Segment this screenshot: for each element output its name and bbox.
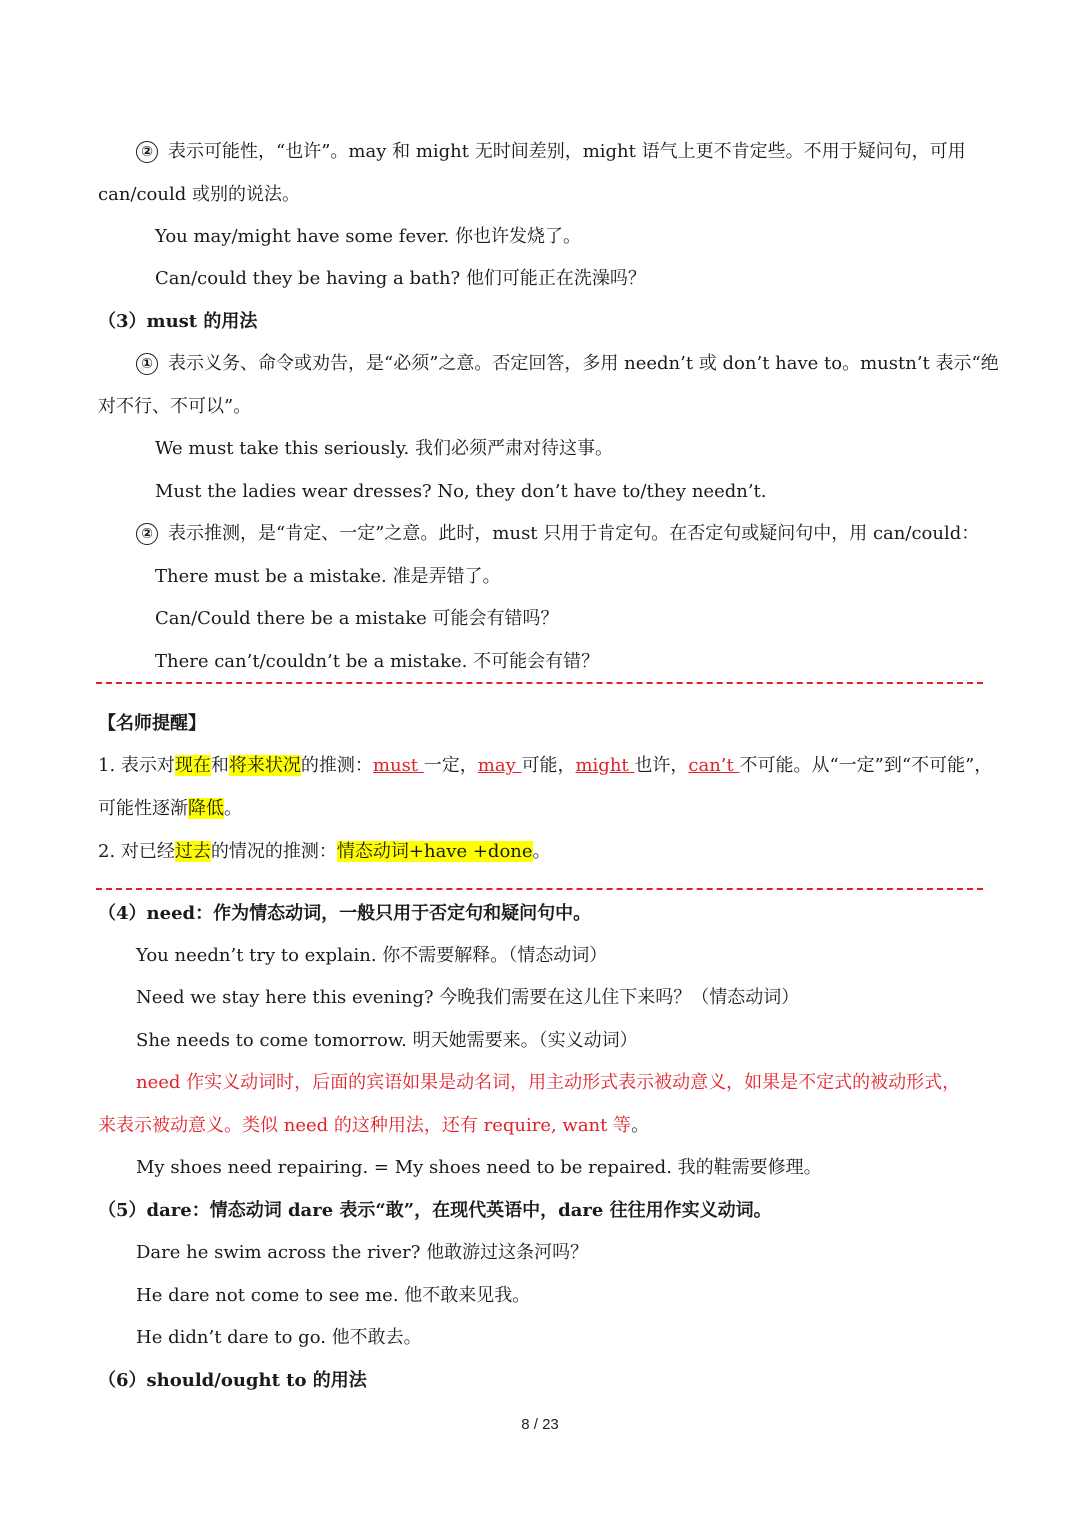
tip-item-1	[98, 754, 992, 778]
tip-item-1-cont-suffix: 。	[224, 798, 242, 819]
dashed-divider-top	[96, 682, 983, 684]
may-point-2-cont: can/could 或别的说法。	[98, 184, 300, 205]
need-note-cont	[98, 1114, 649, 1138]
tip-item-1-cont	[98, 797, 242, 821]
word-cant: can’t	[688, 755, 740, 776]
must-point-2	[136, 522, 979, 546]
tip-item-2-mid: 的情况的推测：	[210, 841, 337, 862]
dare-example-2: He dare not come to see me. 他不敢来见我。	[136, 1285, 531, 1306]
must-example-1: We must take this seriously. 我们必须严肃对待这事。	[155, 438, 613, 459]
need-example-4: My shoes need repairing. = My shoes need to be repaired. 我的鞋需要修理。	[136, 1157, 822, 1178]
tip-title: 【名师提醒】	[98, 713, 206, 734]
need-note: need 作实义动词时，后面的宾语如果是动名词，用主动形式表示被动意义，如果是不定式的被动形式，	[136, 1072, 961, 1093]
need-example-3: She needs to come tomorrow. 明天她需要来。（实义动词）	[136, 1030, 638, 1051]
word-might: might	[575, 755, 635, 776]
must-example-5: There can’t/couldn’t be a mistake. 不可能会有错？	[155, 651, 600, 672]
must-example-3: There must be a mistake. 准是弄错了。	[155, 566, 501, 587]
should-heading: （6）should/ought to 的用法	[98, 1370, 367, 1391]
tip-item-1-cont-prefix: 可能性逐渐	[98, 798, 188, 819]
need-note-cont-end: 。	[631, 1115, 650, 1136]
circled-number-1: ①	[136, 353, 158, 375]
must-example-2: Must the ladies wear dresses? No, they don’t have to/they needn’t.	[155, 481, 767, 502]
dashed-divider-bottom	[96, 888, 983, 890]
meaning-cant: 不可能。从“一定”到“不可能”，	[739, 755, 993, 776]
word-may: may	[477, 755, 522, 776]
must-example-4: Can/Could there be a mistake 可能会有错吗？	[155, 608, 559, 629]
tip-item-2-prefix: 2. 对已经	[98, 841, 175, 862]
may-example-2: Can/could they be having a bath? 他们可能正在洗澡吗？	[155, 268, 646, 289]
dare-heading: （5）dare：情态动词 dare 表示“敢”，在现代英语中，dare 往往用作实义动词。	[98, 1200, 772, 1221]
tip-item-2	[98, 840, 551, 864]
word-must: must	[372, 755, 424, 776]
tip-item-1-mid: 的推测：	[300, 755, 373, 776]
must-point-1-cont: 对不行、不可以”。	[98, 396, 252, 417]
circled-number-2: ②	[136, 141, 158, 163]
tip-item-2-suffix: 。	[532, 841, 551, 862]
tip-item-1-and: 和	[210, 755, 229, 776]
highlight-formula: 情态动词+have +done	[336, 841, 533, 862]
highlight-present: 现在	[174, 755, 211, 776]
may-point-2-text: 表示可能性，“也许”。may 和 might 无时间差别，might 语气上更不肯定些。不用于疑问句，可用	[168, 141, 966, 162]
meaning-might: 也许，	[634, 755, 689, 776]
highlight-past: 过去	[174, 841, 211, 862]
need-note-cont-red: 来表示被动意义。类似 need 的这种用法，还有 require, want 等	[98, 1115, 632, 1136]
meaning-may: 可能，	[521, 755, 576, 776]
must-point-1-text: 表示义务、命令或劝告，是“必须”之意。否定回答，多用 needn’t 或 don’t have to。mustn’t 表示“绝	[168, 353, 999, 374]
need-example-1: You needn’t try to explain. 你不需要解释。（情态动词）	[136, 945, 608, 966]
page-number: 8 / 23	[521, 1416, 559, 1433]
meaning-must: 一定，	[423, 755, 478, 776]
circled-number-2: ②	[136, 523, 158, 545]
must-point-1	[136, 352, 999, 376]
must-heading: （3）must 的用法	[98, 311, 258, 332]
need-example-2: Need we stay here this evening? 今晚我们需要在这儿住下来吗？（情态动词）	[136, 987, 800, 1008]
dare-example-1: Dare he swim across the river? 他敢游过这条河吗？	[136, 1242, 589, 1263]
highlight-future: 将来状况	[228, 755, 301, 776]
may-example-1: You may/might have some fever. 你也许发烧了。	[155, 226, 581, 247]
need-heading: （4）need：作为情态动词，一般只用于否定句和疑问句中。	[98, 903, 592, 924]
tip-item-1-prefix: 1. 表示对	[98, 755, 175, 776]
dare-example-3: He didn’t dare to go. 他不敢去。	[136, 1327, 422, 1348]
must-point-2-text: 表示推测，是“肯定、一定”之意。此时，must 只用于肯定句。在否定句或疑问句中，用 can/could：	[168, 523, 980, 544]
highlight-decrease: 降低	[188, 798, 224, 819]
may-point-2	[136, 140, 966, 164]
